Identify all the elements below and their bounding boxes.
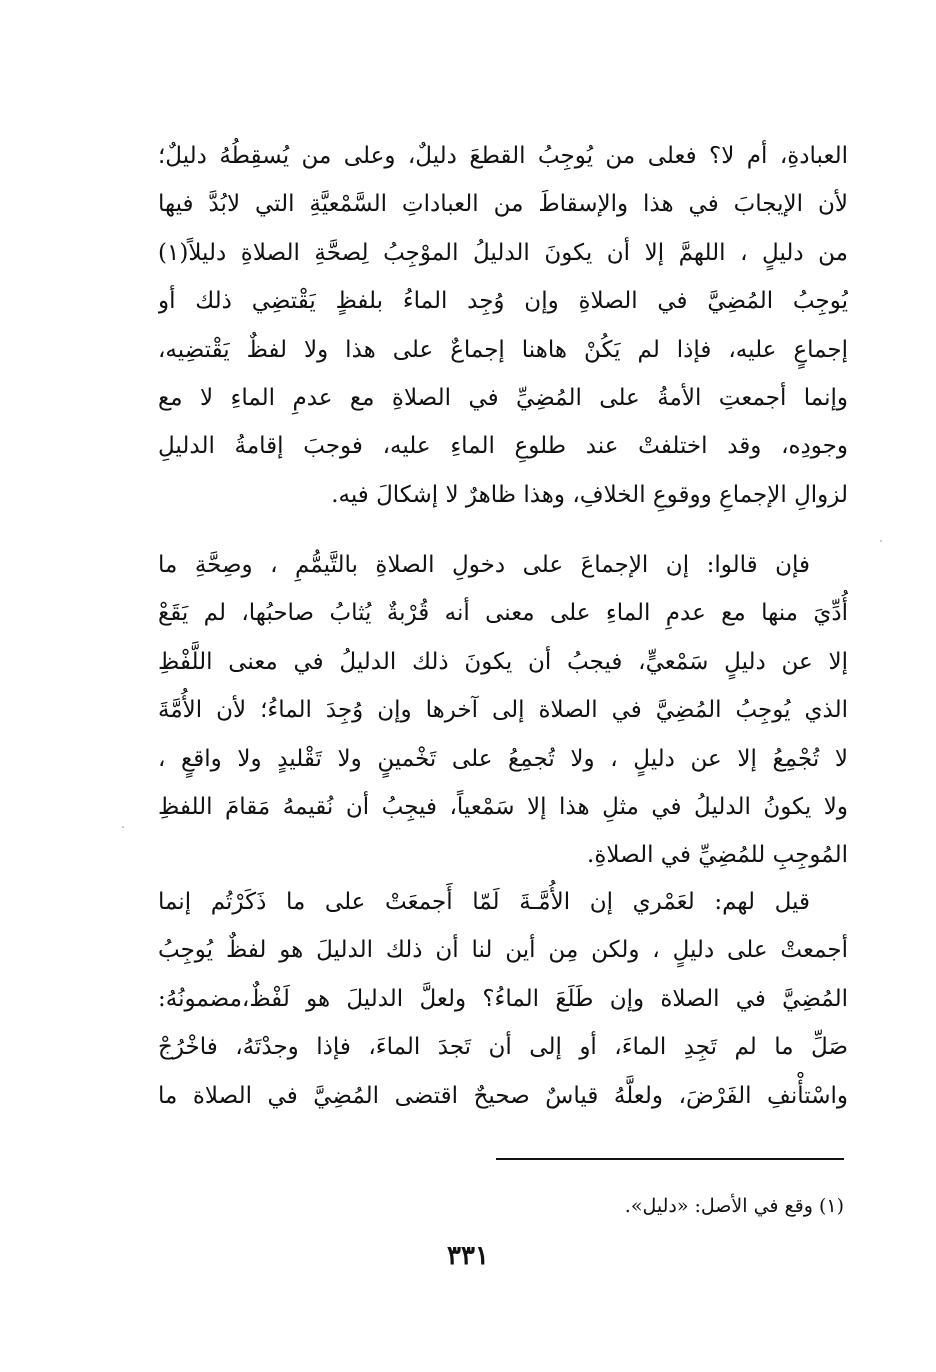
scan-speck — [122, 826, 124, 828]
paragraph-2 — [158, 541, 848, 880]
text-line: ولا يكونُ الدليلُ في مثلِ هذا إلا سَمْعياً، فيجِبُ أن نُقيمهُ مَقامَ اللفظِ — [158, 793, 848, 820]
text-line: من دليلٍ ، اللهمَّ إلا أن يكونَ الدليلُ الموْجِبُ لِصحَّةِ الصلاةِ دليلاً(١) — [158, 239, 848, 266]
footnote: (١) وقع في الأصل: «دليل». — [624, 1195, 844, 1217]
text-line: صَلِّ ما لم تَجِدِ الماءَ، أو إلى أن تَجدَ الماءَ، فإذا وجدْتَهُ، فاخْرُجْ — [158, 1034, 848, 1061]
text-line: وجودِه، وقد اختلفتْ عند طلوعِ الماءِ عليه، فوجبَ إقامةُ الدليلِ — [158, 433, 848, 460]
text-line: قيل لهم: لعَمْري إن الأُمَّـةَ لَمّا أَجمعَتْ على ما ذَكَرْتُم إنما — [158, 889, 810, 915]
paragraph-1 — [158, 132, 848, 519]
text-line: إلا عن دليلٍ سَمْعيٍّ، فيجبُ أن يكونَ ذلك الدليلُ في معنى اللَّفْظِ — [158, 648, 848, 675]
scan-speck — [880, 540, 882, 542]
text-line: لا تُجْمِعُ إلا عن دليلٍ ، ولا تُجمِعُ على تَخْمينٍ ولا تَقْليدٍ ولا واقعٍ ، — [158, 745, 848, 772]
text-line: إجماعٍ عليه، فإذا لم يَكُنْ هاهنا إجماعٌ على هذا ولا لفظٌ يَقْتضِيه، — [158, 336, 848, 363]
text-line: لزوالِ الإجماعِ ووقوعِ الخلافِ، وهذا ظاهرٌ لا إشكالَ فيه. — [331, 481, 848, 508]
text-line: لأن الإيجابَ في هذا والإسقاطَ من العباداتِ السَّمْعيَّةِ التي لابُدَّ فيها — [158, 191, 848, 218]
text-line: أُدِّيَ منها مع عدمِ الماءِ على معنى أنه قُرْبةٌ يُثابُ صاحبُها، لم يَقَعْ — [158, 600, 848, 627]
page-number: ٣٣١ — [447, 1241, 489, 1271]
text-line: يُوجِبُ المُضِيَّ في الصلاةِ وإن وُجِد الماءُ بلفظٍ يَقْتضِي ذلك أو — [158, 288, 848, 315]
text-line: أجمعتْ على دليلٍ ، ولكن مِن أين لنا أن ذلك الدليلَ هو لفظٌ يُوجِبُ — [158, 937, 848, 964]
text-line: الذي يُوجِبُ المُضِيَّ في الصلاة إلى آخرها وإن وُجِدَ الماءُ؛ لأن الأُمَّةَ — [158, 697, 848, 724]
text-line: وإنما أجمعتِ الأمةُ على المُضِيِّ في الصلاةِ مع عدمِ الماءِ لا مع — [158, 384, 848, 411]
paragraph-3 — [158, 878, 848, 1120]
footnote-divider — [496, 1158, 844, 1160]
text-line: واسْتأْنفِ الفَرْضَ، ولعلَّهُ قياسٌ صحيحٌ اقتضى المُضِيَّ في الصلاة ما — [158, 1082, 848, 1109]
text-line: فإن قالوا: إن الإجماعَ على دخولِ الصلاةِ بالتَّيمُّمِ ، وصِحَّةِ ما — [158, 552, 810, 578]
text-line: العبادةِ، أم لا؟ فعلى من يُوجِبُ القطعَ دليلٌ، وعلى من يُسقِطُهُ دليلٌ؛ — [158, 143, 848, 169]
text-line: المُضِيَّ في الصلاة وإن طَلَعَ الماءُ؟ ولعلَّ الدليلَ هو لَفْظٌ،مضمونُهُ: — [158, 985, 848, 1012]
text-line: المُوجِبِ للمُضِيِّ في الصلاةِ. — [587, 842, 848, 869]
